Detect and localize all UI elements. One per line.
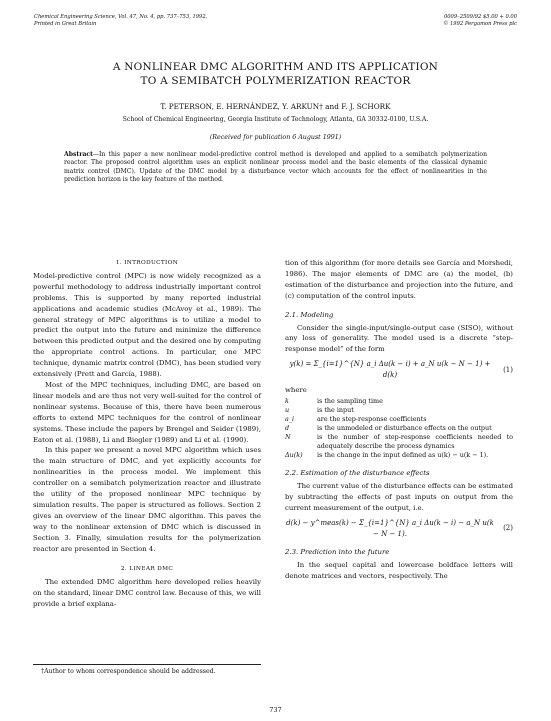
right-continuation: tion of this algorithm (for more details see García and Morshedi, 1986). The major elements of DMC are (a) the model, (b) estimation of the disturbance and projection into the future, and (c) computation of the control inputs. (285, 259, 513, 300)
where-label: where (285, 386, 307, 395)
right-column (285, 258, 513, 582)
subsection-heading-disturbance: 2.2. Estimation of the disturbance effects (285, 468, 430, 477)
intro-paragraph-2: Most of the MPC techniques, including DMC, are based on linear models and are thus not very well-suited for the control of nonlinear systems. Because of this, there have been numerous efforts to extend MPC techniques for the control of nonlinear systems. These include the papers by Brengel and Seider (1989), Eaton et al. (1988), Li and Biegler (1989) and Li et al. (1990). (33, 380, 261, 444)
symbol: N (285, 432, 291, 441)
symbol-row (285, 424, 513, 433)
symbol-definitions (285, 397, 513, 460)
symbol-row (285, 433, 513, 451)
equation-2 (285, 518, 513, 540)
intro-paragraph-3: In this paper we present a novel MPC algorithm which uses the main structure of DMC, and yet explicitly accounts for nonlinearities in the process model. We implement this controller on a semibatch polymerization reactor and illustrate the utility of the proposed nonlinear MPC technique by simulation results. The paper is structured as follows. Section 2 gives an overview of the linear DMC algorithm. This paves the way to the nonlinear extension of DMC which is discussed in Section 3. Finally, simulation results for the polymerization reactor are presented in Section 4. (33, 446, 261, 553)
subsection-heading-modeling: 2.1. Modeling (285, 310, 334, 319)
symbol-row (285, 397, 513, 406)
subsection-heading-prediction: 2.3. Prediction into the future (285, 548, 390, 557)
symbol-row (285, 406, 513, 415)
symbol: d (285, 423, 290, 432)
journal-line: Chemical Engineering Science, Vol. 47, No. 4, pp. 737–753, 1992. (34, 14, 208, 20)
symbol-description: are the step-response coefficients (317, 414, 427, 423)
symbol-row (285, 451, 513, 460)
equation-1-expression: y(k) = Σ_{i=1}^{N} a_i Δu(k − i) + a_N u(k − N − 1) + d(k) (289, 360, 491, 380)
modeling-paragraph: Consider the single-input/single-output case (SISO), without any loss of generality. The model used is a discrete “step-response model” of the form (285, 323, 513, 354)
intro-paragraph-1: Model-predictive control (MPC) is now widely recognized as a powerful methodology to address industrially important control problems. This is supported by many reported industrial applications and academic studies (McAvoy et al., 1989). The general strategy of MPC algorithms is to utilize a model to predict the output into the future and minimize the difference between this predicted output and the desired one by computing the appropriate control actions. In particular, one MPC technique, dynamic matrix control (DMC), has been studied very extensively (Prett and García, 1988). (33, 271, 261, 379)
symbol-description: is the sampling time (317, 396, 383, 405)
equation-1-number: (1) (503, 365, 513, 374)
abstract-text: —In this paper a new nonlinear model-predictive control method is developed and applied to a semibatch polymerization reactor. The proposed control algorithm uses an explicit nonlinear process model and the basic elements of the classical dynamic matrix control (DMC). Update of the DMC model by a disturbance vector which accounts for the effect of nonlinearities in the prediction horizon is the key feature of the method. (64, 151, 487, 184)
copyright-header (443, 14, 517, 28)
authors: T. PETERSON, E. HERNÁNDEZ, Y. ARKUN† and F. J. SCHORK (160, 102, 391, 111)
title-line-2: TO A SEMIBATCH POLYMERIZATION REACTOR (140, 75, 411, 87)
left-column (33, 258, 261, 610)
symbol: k (285, 396, 289, 405)
symbol-description: is the unmodeled or disturbance effects on the output (317, 423, 492, 432)
title-line-1: A NONLINEAR DMC ALGORITHM AND ITS APPLICATION (112, 61, 439, 73)
symbol: u (285, 405, 290, 414)
symbol-description: is the input (317, 405, 354, 414)
symbol-row (285, 415, 513, 424)
equation-2-number: (2) (503, 524, 513, 533)
printed-line: Printed in Great Britain (34, 21, 97, 27)
equation-1 (285, 359, 513, 381)
equation-2-expression: d(k) − y^meas(k) − Σ_{i=1}^{N} a_i Δu(k − i) − a_N u(k − N − 1). (286, 518, 494, 538)
section-heading-linear-dmc: 2. LINEAR DMC (120, 566, 174, 573)
symbol: Δu(k) (285, 450, 303, 459)
abstract-label: Abstract (64, 151, 93, 158)
symbol: a_i (285, 414, 295, 423)
footnote: †Author to whom correspondence should be addressed. (33, 664, 261, 675)
symbol-description: is the change in the input defined as u(k) − u(k − 1). (317, 450, 489, 459)
section-heading-introduction: 1. INTRODUCTION (115, 260, 179, 266)
symbol-description: is the number of step-response coefficients needed to adequately describe the process dynamics (317, 432, 513, 450)
price-line: 0009–2509/92 $5.00 + 0.00 (443, 14, 517, 20)
linear-paragraph-1: The extended DMC algorithm here developed relies heavily on the standard, linear DMC control law. Because of this, we will provide a brief explana- (33, 578, 261, 609)
abstract (64, 151, 487, 185)
copyright-line: © 1992 Pergamon Press plc (443, 21, 517, 27)
disturbance-paragraph: The current value of the disturbance effects can be estimated by subtracting the effects of past inputs on output from the current measurement of the output, i.e. (285, 481, 513, 512)
prediction-paragraph: In the sequel capital and lowercase boldface letters will denote matrices and vectors, respectively. The (285, 561, 513, 581)
paper-title (34, 60, 517, 88)
journal-header (34, 14, 207, 28)
received-date: (Received for publication 6 August 1991) (209, 134, 342, 141)
page-number: 737 (269, 706, 282, 714)
affiliation: School of Chemical Engineering, Georgia Institute of Technology, Atlanta, GA 30332-0100, U.S.A. (122, 116, 429, 123)
